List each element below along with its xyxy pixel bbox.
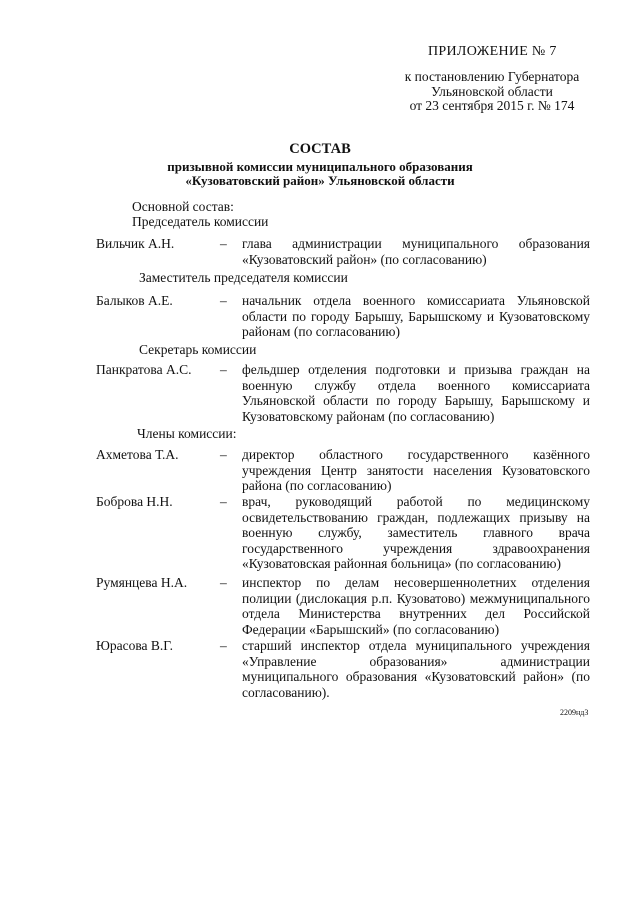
member-name: Балыков А.Е.	[96, 293, 173, 308]
member-dash: –	[220, 575, 227, 590]
decree-reference	[394, 70, 590, 114]
member-name: Панкратова А.С.	[96, 362, 192, 377]
member-position: начальник отдела военного комиссариата Ульяновской области по городу Барышу, Барышскому и Кузоватовскому районам (по согласованию)	[242, 293, 590, 339]
document-title: СОСТАВ	[289, 141, 351, 157]
section-chair: Председатель комиссии	[132, 214, 269, 229]
member-dash: –	[220, 494, 227, 509]
document-code: 2209нд3	[560, 708, 589, 717]
member-position: директор областного государственного казённого учреждения Центр занятости населения Кузоватовского района (по согласованию)	[242, 447, 590, 493]
member-position: старший инспектор отдела муниципального учреждения «Управление образования» администрации муниципального образования «Кузоватовский район» (по согласованию).	[242, 638, 590, 700]
member-name: Румянцева Н.А.	[96, 575, 188, 590]
member-name: Юрасова В.Г.	[96, 638, 173, 653]
decree-reference-line: к постановлению Губернатора	[404, 69, 580, 84]
member-name: Ахметова Т.А.	[96, 447, 179, 462]
member-dash: –	[220, 293, 227, 308]
section-deputy: Заместитель председателя комиссии	[139, 270, 348, 285]
member-position: врач, руководящий работой по медицинскому освидетельствованию граждан, подлежащих призыву на военную службу, заместитель главного врача государственного учреждения здравоохранения «Кузоватовская районная больница» (по согласованию)	[242, 494, 590, 571]
member-dash: –	[220, 236, 227, 251]
decree-reference-line: Ульяновской области	[431, 83, 553, 99]
member-dash: –	[220, 638, 227, 653]
section-secretary: Секретарь комиссии	[139, 342, 257, 357]
member-position: фельдшер отделения подготовки и призыва граждан на военную службу отдела военного комиссариата Ульяновской области по городу Барышу, Барышскому и Кузоватовскому районам (по согласованию)	[242, 362, 590, 424]
decree-reference-line: от 23 сентября 2015 г. № 174	[409, 98, 575, 113]
member-name: Боброва Н.Н.	[96, 494, 173, 509]
section-members: Члены комиссии:	[137, 426, 237, 441]
section-main-composition: Основной состав:	[132, 199, 234, 214]
member-dash: –	[220, 362, 227, 377]
document-subtitle-line: призывной комиссии муниципального образования	[167, 159, 473, 174]
member-position: инспектор по делам несовершеннолетних отделения полиции (дислокация р.п. Кузоватово) межмуниципального отдела Министерства внутренних дел Российской Федерации «Барышский» (по согласованию)	[242, 575, 590, 637]
member-name: Вильчик А.Н.	[96, 236, 175, 251]
member-position: глава администрации муниципального образования «Кузоватовский район» (по согласованию)	[242, 236, 590, 267]
appendix-label: ПРИЛОЖЕНИЕ № 7	[428, 44, 557, 59]
document-subtitle-line: «Кузоватовский район» Ульяновской области	[185, 173, 455, 188]
member-dash: –	[220, 447, 227, 462]
